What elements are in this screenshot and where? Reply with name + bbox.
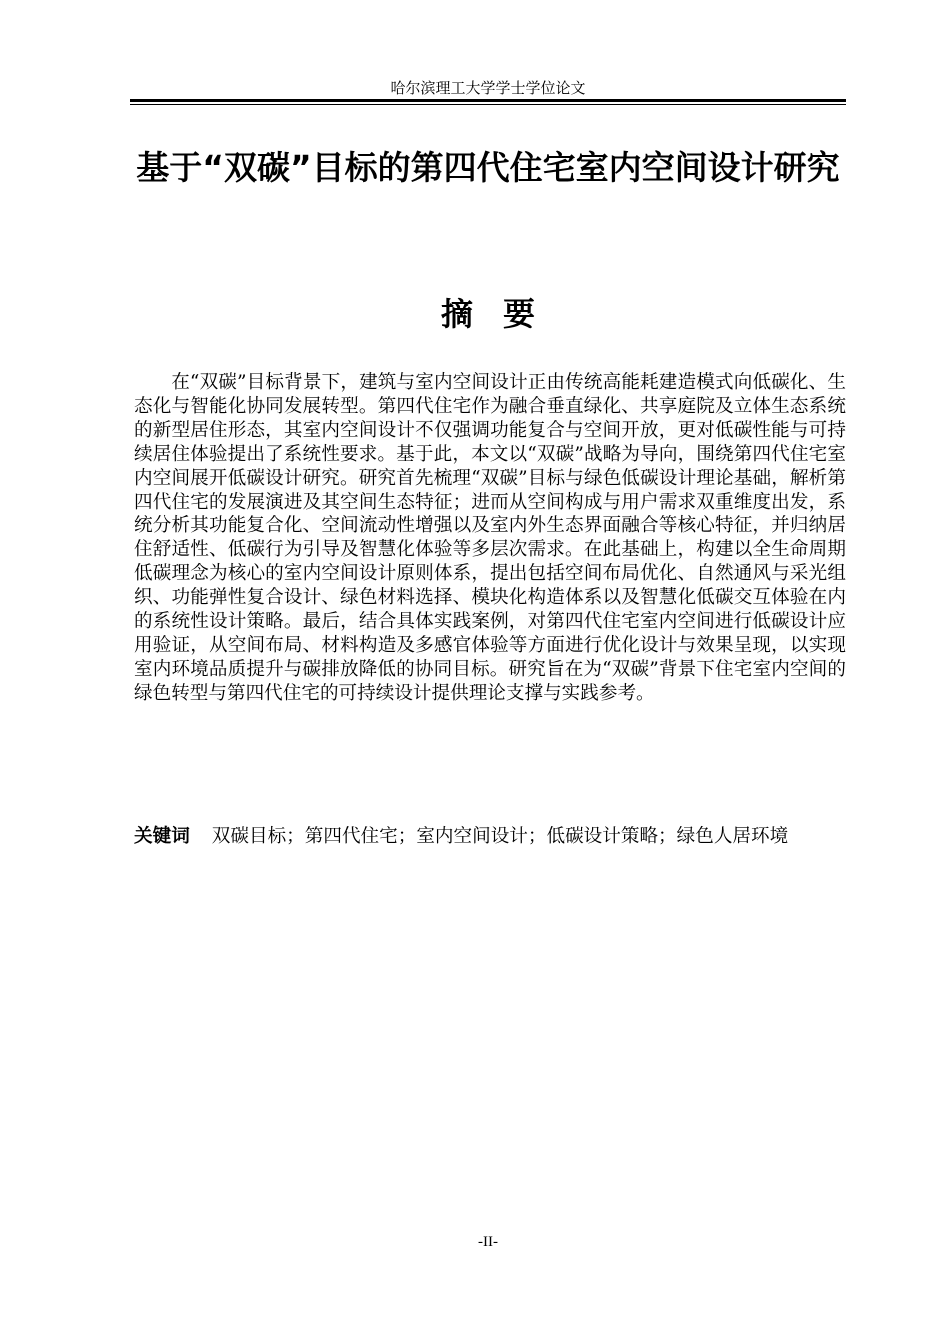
keywords-label: 关键词 <box>134 826 190 847</box>
abstract-body: 在“双碳”目标背景下，建筑与室内空间设计正由传统高能耗建造模式向低碳化、生态化与智能化协同发展转型。第四代住宅作为融合垂直绿化、共享庭院及立体生态系统的新型居住形态，其室内空间设计不仅强调功能复合与空间开放，更对低碳性能与可持续居住体验提出了系统性要求。基于此，本文以“双碳”战略为导向，围绕第四代住宅室内空间展开低碳设计研究。研究首先梳理“双碳”目标与绿色低碳设计理论基础，解析第四代住宅的发展演进及其空间生态特征；进而从空间构成与用户需求双重维度出发，系统分析其功能复合化、空间流动性增强以及室内外生态界面融合等核心特征，并归纳居住舒适性、低碳行为引导及智慧化体验等多层次需求。在此基础上，构建以全生命周期低碳理念为核心的室内空间设计原则体系，提出包括空间布局优化、自然通风与采光组织、功能弹性复合设计、绿色材料选择、模块化构造体系以及智慧化低碳交互体验在内的系统性设计策略。最后，结合具体实践案例，对第四代住宅室内空间进行低碳设计应用验证，从空间布局、材料构造及多感官体验等方面进行优化设计与效果呈现，以实现室内环境品质提升与碳排放降低的协同目标。研究旨在为“双碳”背景下住宅室内空间的绿色转型与第四代住宅的可持续设计提供理论支撑与实践参考。 <box>134 372 846 704</box>
running-header: 哈尔滨理工大学学士学位论文 <box>390 79 586 97</box>
keywords-section <box>134 825 846 849</box>
abstract-heading: 摘要 <box>440 295 565 333</box>
page-number: -II- <box>478 1234 498 1250</box>
header-rule-thick <box>130 99 846 102</box>
keywords-text: 双碳目标；第四代住宅；室内空间设计；低碳设计策略；绿色人居环境 <box>211 826 789 847</box>
thesis-title: 基于“双碳”目标的第四代住宅室内空间设计研究 <box>136 148 840 187</box>
header-rule-thin <box>130 104 846 105</box>
